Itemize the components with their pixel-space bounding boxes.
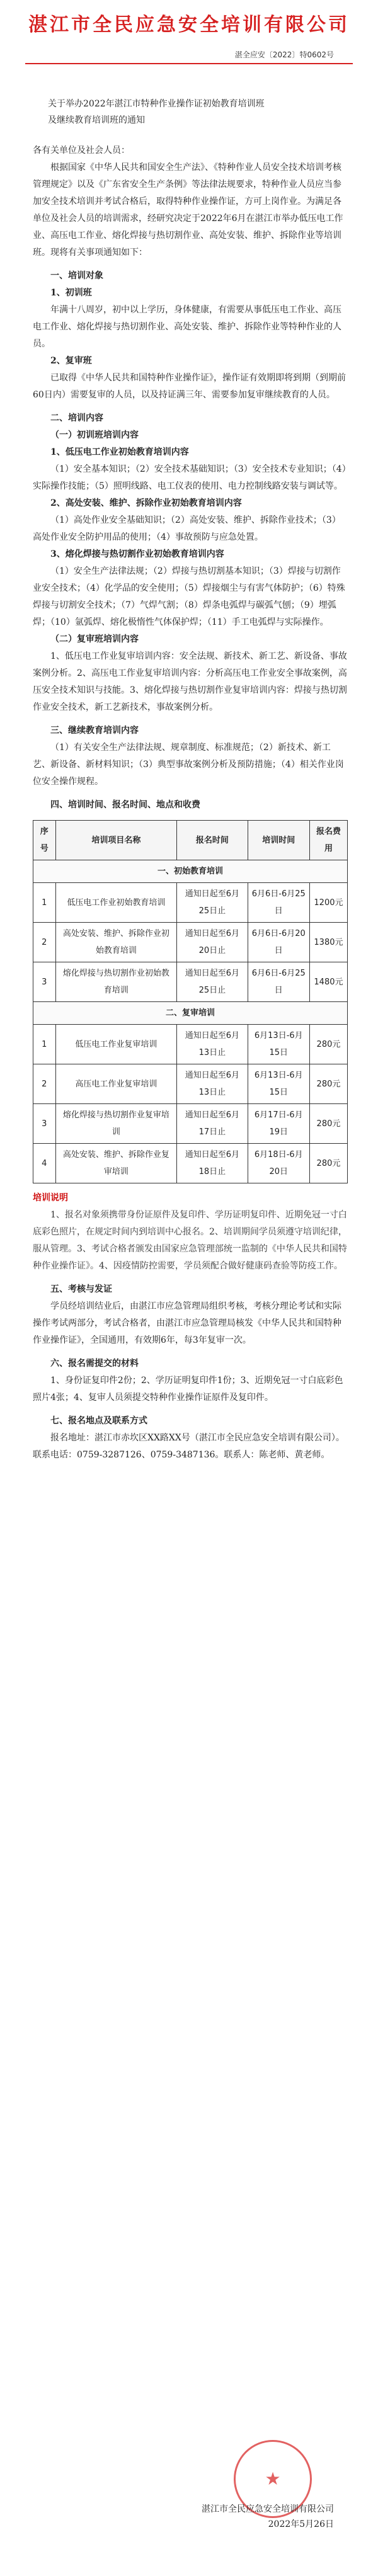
notice-title-line2: 及继续教育培训班的通知 [48,115,145,125]
table-row: 2 高处安装、维护、拆除作业初始教育培训 通知日起至6月20日止 6月6日-6月20日 1380元 [33,923,348,962]
section-heading-6: 六、报名需提交的材料 [50,1359,139,1369]
table-row: 3 熔化焊接与热切割作业复审培训 通知日起至6月17日止 6月17日-6月19日 280元 [33,1104,348,1144]
exam-certificate-body: 学员经培训结业后，由湛江市应急管理局组织考核，考核分理论考试和实际操作考试两部分，考试合格者，由湛江市应急管理局核发《中华人民共和国特种作业操作证》，全国通用，有效期6年，每3年复审一次。 [33,1301,341,1345]
welding-heading: 3、熔化焊接与热切割作业初始教育培训内容 [50,549,224,559]
document-body [33,96,348,1464]
red-divider [25,63,353,64]
table-header-row [33,821,348,860]
header-index: 序号 [33,821,56,860]
subheading-review-content: （二）复审班培训内容 [50,634,139,644]
height-work-heading: 2、高处安装、维护、拆除作业初始教育培训内容 [50,498,242,508]
section-heading-1: 一、培训对象 [50,271,103,281]
org-title: 湛江市全民应急安全培训有限公司 [28,14,350,36]
signature-org: 湛江市全民应急安全培训有限公司 [202,2504,334,2514]
signature-date: 2022年5月26日 [268,2519,334,2529]
training-note-body: 1、报名对象须携带身份证原件及复印件、学历证明复印件、近期免冠一寸白底彩色照片，在规定时间内到培训中心报名。2、培训期间学员须遵守培训纪律，服从管理。3、考试合格者颁发由国家应急管理部统一监制的《中华人民共和国特种作业操作证》。4、因疫情防控需要，学员须配合做好健康码查验等防疫工作。 [33,1210,347,1271]
review-content-items: 1、低压电工作业复审培训内容：安全法规、新技术、新工艺、新设备、事故案例分析。2、高压电工作业复审培训内容：分析高压电工作业安全事故案例，高压安全技术知识与技能。3、熔化焊接与热切割作业复审培训内容：焊接与热切割作业安全技术，新工艺新技术，事故案例分析。 [33,651,347,712]
table-row: 2 高压电工作业复审培训 通知日起至6月13日止 6月13日-6月15日 280元 [33,1064,348,1104]
section-heading-7: 七、报名地点及联系方式 [50,1416,147,1426]
height-work-items: （1）高处作业安全基础知识；（2）高处安装、维护、拆除作业技术；（3）高处作业安全防护用品的使用；（4）事故预防与应急处置。 [33,515,341,542]
subheading-review-training: 2、复审班 [50,356,92,366]
salutation: 各有关单位及社会人员： [33,145,130,156]
subheading-initial-training: 1、初训班 [50,288,92,298]
review-training-target: 已取得《中华人民共和国特种作业操作证》，操作证有效期即将到期（到期前60日内）需要复审的人员，以及持证满三年、需要参加复审继续教育的人员。 [33,373,346,400]
materials-body: 1、身份证复印件2份；2、学历证明复印件1份；3、近期免冠一寸白底彩色照片4张；4、复审人员须提交特种作业操作证原件及复印件。 [33,1376,343,1403]
notice-title [33,96,348,128]
header-enroll-time: 报名时间 [177,821,248,860]
section-heading-2: 二、培训内容 [50,413,103,423]
continuing-education-body: （1）有关安全生产法律法规、规章制度、标准规范；（2）新技术、新工艺、新设备、新材料知识；（3）典型事故案例分析及预防措施；（4）相关作业岗位安全操作规程。 [33,743,344,787]
table-row: 3 熔化焊接与热切割作业初始教育培训 通知日起至6月25日止 6月6日-6月25日 1480元 [33,962,348,1002]
subheading-initial-content: （一）初训班培训内容 [50,430,139,440]
section-heading-4: 四、培训时间、报名时间、地点和收费 [50,800,200,810]
letterhead [0,0,378,76]
low-voltage-heading: 1、低压电工作业初始教育培训内容 [50,447,189,457]
section-heading-5: 五、考核与发证 [50,1284,112,1294]
table-section-initial: 一、初始教育培训 [33,860,348,883]
schedule-table [33,820,348,1183]
welding-items: （1）安全生产法律法规；（2）焊接与热切割基本知识；（3）焊接与切割作业安全技术；（4）化学品的安全使用；（5）焊接烟尘与有害气体防护；（6）特殊焊接与切割安全技术；（7）气焊气割；（8）焊条电弧焊与碳弧气刨；（9）埋弧焊；（10）氩弧焊、熔化极惰性气体保护焊；（11）手工电弧焊与实际操作。 [33,566,345,627]
header-fee: 报名费用 [309,821,347,860]
table-section-review: 二、复审培训 [33,1002,348,1025]
low-voltage-items: （1）安全基本知识；（2）安全技术基础知识；（3）安全技术专业知识；（4）实际操作技能；（5）照明线路、电工仪表的使用、电力控制线路安装与调试等。 [33,464,346,491]
intro-paragraph: 根据国家《中华人民共和国安全生产法》、《特种作业人员安全技术培训考核管理规定》以及《广东省安全生产条例》等法律法规要求，特种作业人员应当参加安全技术培训并考试合格后，取得特种作业操作证，方可上岗作业。为满足各单位及社会人员的培训需求，经研究决定于2022年6月在湛江市举办低压电工作业、高压电工作业、熔化焊接与热切割作业、高处安装、维护、拆除作业等培训班。现将有关事项通知如下： [33,162,343,258]
table-row: 1 低压电工作业初始教育培训 通知日起至6月25日止 6月6日-6月25日 1200元 [33,883,348,923]
initial-training-target: 年满十八周岁，初中以上学历，身体健康，有需要从事低压电工作业、高压电工作业、熔化焊接与热切割作业、高处安装、维护、拆除作业等特种作业的人员。 [33,305,341,349]
contact-body: 报名地址：湛江市赤坎区XX路XX号（湛江市全民应急安全培训有限公司）。联系电话：0759-3287126、0759-3487136。联系人：陈老师、黄老师。 [33,1433,345,1460]
training-note-title: 培训说明 [33,1193,68,1203]
header-course: 培训项目名称 [55,821,177,860]
table-row: 1 低压电工作业复审培训 通知日起至6月13日止 6月13日-6月15日 280元 [33,1025,348,1064]
notice-title-line1: 关于举办2022年湛江市特种作业操作证初始教育培训班 [48,99,265,109]
table-row: 4 高处安装、维护、拆除作业复审培训 通知日起至6月18日止 6月18日-6月20日 280元 [33,1144,348,1183]
document-number: 湛全应安〔2022〕特0602号 [234,50,334,59]
signature-block [202,2502,334,2532]
header-train-time: 培训时间 [248,821,309,860]
section-heading-3: 三、继续教育培训内容 [50,726,139,736]
